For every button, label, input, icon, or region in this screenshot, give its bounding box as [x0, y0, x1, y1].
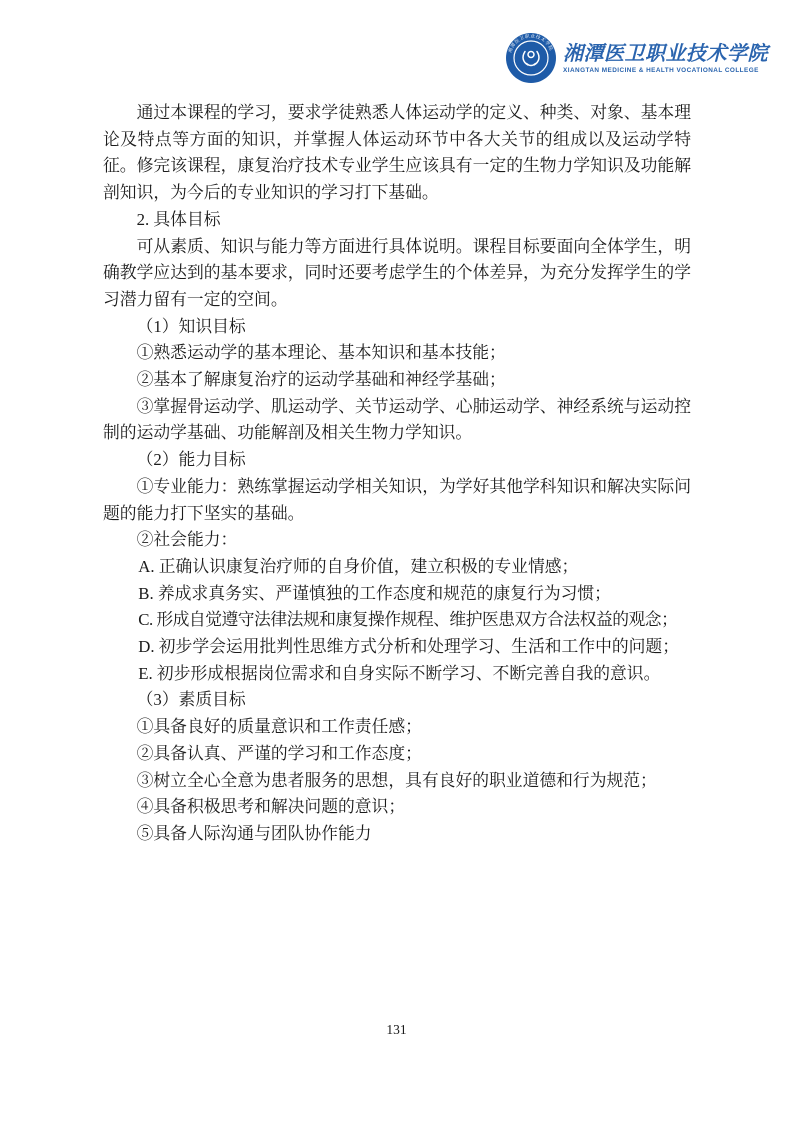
page-number: 131 — [386, 1022, 407, 1037]
list-item-knowledge-1: ①熟悉运动学的基本理论、基本知识和基本技能； — [136, 343, 506, 363]
list-item-social-ability: ②社会能力： — [136, 530, 238, 550]
college-name-en: XIANGTAN MEDICINE & HEALTH VOCATIONAL COLLEGE — [563, 66, 759, 74]
list-item-knowledge-2: ②基本了解康复治疗的运动学基础和神经学基础； — [136, 370, 506, 390]
list-item-quality-2: ②具备认真、严谨的学习和工作态度； — [136, 743, 422, 763]
list-item-quality-3: ③树立全心全意为患者服务的思想，具有良好的职业道德和行为规范； — [136, 770, 657, 790]
heading-ability-goals: （2）能力目标 — [136, 450, 246, 470]
college-logo-text — [563, 43, 768, 74]
paragraph-goals-intro: 可从素质、知识与能力等方面进行具体说明。课程目标要面向全体学生，明确教学应达到的基本要求，同时还要考虑学生的个体差异，为充分发挥学生的学习潜力留有一定的空间。 — [103, 236, 691, 309]
heading-specific-goals: 2. 具体目标 — [136, 209, 221, 229]
paragraph-course-overview: 通过本课程的学习，要求学徒熟悉人体运动学的定义、种类、对象、基本理论及特点等方面的知识，并掌握人体运动环节中各大关节的组成以及运动学特征。修完该课程，康复治疗技术专业学生应该具有一定的生物力学知识及功能解剖知识，为今后的专业知识的学习打下基础。 — [103, 103, 691, 203]
list-item-professional-ability: ①专业能力：熟练掌握运动学相关知识，为学好其他学科知识和解决实际问题的能力打下坚实的基础。 — [103, 476, 691, 523]
list-item-social-c: C. 形成自觉遵守法律法规和康复操作规程、维护医患双方合法权益的观念； — [138, 610, 678, 630]
heading-quality-goals: （3）素质目标 — [136, 690, 246, 710]
college-seal-icon — [505, 32, 557, 84]
list-item-knowledge-3: ③掌握骨运动学、肌运动学、关节运动学、心肺运动学、神经系统与运动控制的运动学基础、功能解剖及相关生物力学知识。 — [103, 396, 691, 443]
list-item-social-e: E. 初步形成根据岗位需求和自身实际不断学习、不断完善自我的意识。 — [138, 663, 661, 683]
list-item-social-a: A. 正确认识康复治疗师的自身价值，建立积极的专业情感； — [138, 556, 579, 576]
seal-arc-text: 湘潭医卫职业技术学院 — [507, 33, 555, 54]
list-item-quality-5: ⑤具备人际沟通与团队协作能力 — [136, 823, 372, 843]
document-body — [103, 100, 691, 848]
college-logo — [505, 32, 768, 84]
list-item-quality-1: ①具备良好的质量意识和工作责任感； — [136, 717, 422, 737]
college-name-cn: 湘潭医卫职业技术学院 — [563, 42, 768, 65]
heading-knowledge-goals: （1）知识目标 — [136, 316, 246, 336]
list-item-social-b: B. 养成求真务实、严谨慎独的工作态度和规范的康复行为习惯； — [138, 583, 611, 603]
list-item-quality-4: ④具备积极思考和解决问题的意识； — [136, 797, 406, 817]
list-item-social-d: D. 初步学会运用批判性思维方式分析和处理学习、生活和工作中的问题； — [138, 637, 679, 657]
